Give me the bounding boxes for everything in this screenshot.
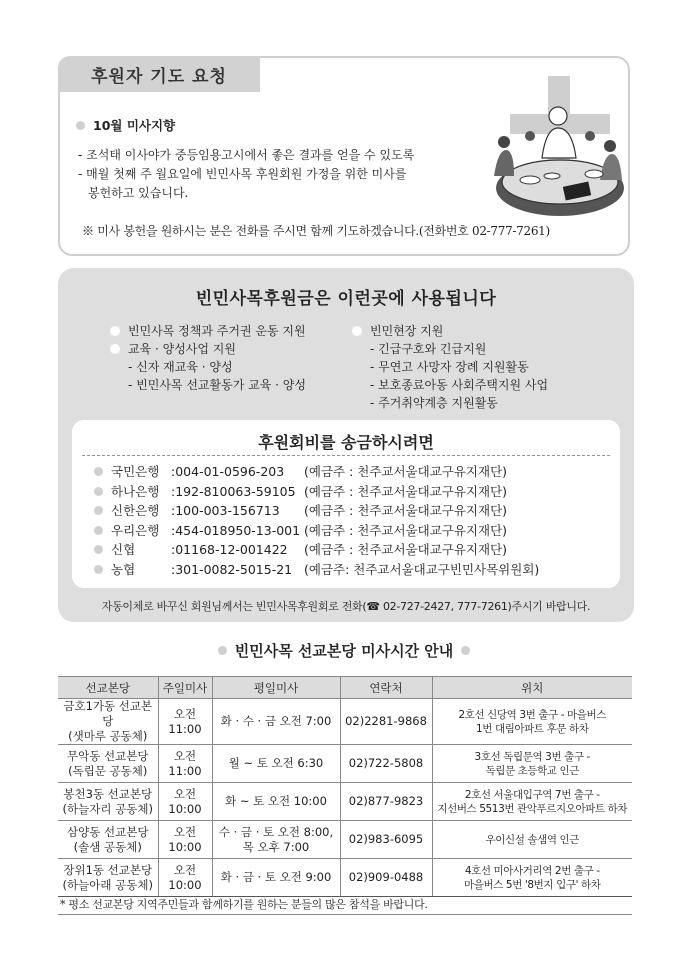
table-row <box>58 699 632 745</box>
cell-line: 월 ~ 토 오전 6:30 <box>228 756 324 770</box>
sunday-mass-cell <box>158 783 212 821</box>
mass-title: 빈민사목 선교본당 미사시간 안내 <box>0 640 688 661</box>
cell-line: (독립문 공동체) <box>68 763 148 778</box>
cell-line: 화 ~ 토 오전 10:00 <box>225 794 327 808</box>
prayer-title: 후원자 기도 요청 <box>58 56 260 92</box>
column-header: 선교본당 <box>58 677 158 699</box>
location-cell <box>432 859 632 897</box>
cell-line: 우이신설 솔샘역 인근 <box>485 833 580 846</box>
table-row <box>58 745 632 783</box>
prayer-lines <box>78 146 414 203</box>
weekday-mass-cell <box>212 699 340 745</box>
cell-line: 목 오후 7:00 <box>242 839 310 854</box>
weekday-mass-cell <box>212 783 340 821</box>
bank-list <box>94 462 539 579</box>
bullet-icon <box>94 526 103 535</box>
location-cell <box>432 699 632 745</box>
list-item: - 긴급구호와 긴급지원 <box>370 342 487 356</box>
cell-line: 10:00 <box>168 839 202 854</box>
column-header: 위치 <box>432 677 632 699</box>
sunday-mass-cell <box>158 699 212 745</box>
cell-line: 장위1동 선교본당 <box>63 862 153 877</box>
donate-box <box>72 420 620 588</box>
bullet-icon <box>110 326 120 336</box>
list-item: - 빈민사목 선교활동가 교육 · 양성 <box>128 378 306 392</box>
usage-footer: 자동이체로 바꾸신 회원님께서는 빈민사목후원회로 전화(☎ 02-727-2427, 777-7261)주시기 바랍니다. <box>101 600 591 613</box>
parish-cell <box>58 745 158 783</box>
phone-cell: 02)2281-9868 <box>340 699 432 745</box>
bank-row: 우리은행 :454-018950-13-001 (예금주 : 천주교서울대교구유지재단) <box>94 521 539 541</box>
cell-line: 10:00 <box>168 877 202 892</box>
sunday-mass-cell <box>158 821 212 859</box>
list-item: 빈민사목 정책과 주거권 운동 지원 <box>110 322 306 340</box>
cell-line: 11:00 <box>168 763 202 778</box>
prayer-request-box <box>58 56 630 256</box>
prayer-note: ※ 미사 봉헌을 원하시는 분은 전화를 주시면 함께 기도하겠습니다.(전화번호 02-777-7261) <box>82 224 550 238</box>
cell-line: 오전 <box>173 706 197 721</box>
parish-cell <box>58 859 158 897</box>
cell-line: 10:00 <box>168 801 202 816</box>
column-header: 주일미사 <box>158 677 212 699</box>
prayer-line: - 조석태 이사야가 중등임용고시에서 좋은 결과를 얻을 수 있도록 <box>78 148 415 162</box>
list-item: 교육 · 양성사업 지원 <box>110 340 306 358</box>
cell-line: 금호1가동 선교본당 <box>63 699 153 728</box>
cell-line: (하늘아래 공동체) <box>62 877 153 892</box>
weekday-mass-cell <box>212 821 340 859</box>
usage-box <box>58 268 634 622</box>
usage-left-list <box>110 322 306 394</box>
parish-cell <box>58 783 158 821</box>
cell-line: 화 · 수 · 금 오전 7:00 <box>220 714 332 728</box>
table-row <box>58 821 632 859</box>
mass-note: * 평소 선교본당 지역주민들과 함께하기를 원하는 분들의 많은 참석을 바랍니다. <box>60 898 428 911</box>
cell-line: 1번 대림아파트 후문 하차 <box>475 722 589 735</box>
bank-row: 농협 :301-0082-5015-21 (예금주: 천주교서울대교구빈민사목위원회) <box>94 560 539 580</box>
list-item: - 무연고 사망자 장례 지원활동 <box>370 360 529 374</box>
table-header-row <box>58 677 632 699</box>
sunday-mass-cell <box>158 745 212 783</box>
bank-row: 국민은행 :004-01-0596-203 (예금주 : 천주교서울대교구유지재단) <box>94 462 539 482</box>
prayer-line: - 매월 첫째 주 월요일에 빈민사목 후원회원 가정을 위한 미사를 <box>78 167 407 181</box>
cell-line: 화 · 금 · 토 오전 9:00 <box>220 870 332 884</box>
bullet-icon <box>94 487 103 496</box>
bullet-icon <box>352 326 362 336</box>
donate-title: 후원회비를 송금하시려면 <box>258 433 434 452</box>
phone-cell: 02)909-0488 <box>340 859 432 897</box>
list-item: - 보호종료아동 사회주택지원 사업 <box>370 378 549 392</box>
cell-line: 11:00 <box>168 721 202 736</box>
column-header: 연락처 <box>340 677 432 699</box>
list-item: - 신자 재교육 · 양성 <box>128 360 233 374</box>
bullet-icon <box>94 506 103 515</box>
parish-cell <box>58 821 158 859</box>
phone-cell: 02)983-6095 <box>340 821 432 859</box>
cell-line: 오전 <box>173 824 197 839</box>
cell-line: 봉천3동 선교본당 <box>63 786 153 801</box>
cell-line: 마을버스 5번 '8번지 입구' 하차 <box>464 878 601 891</box>
bullet-icon <box>110 344 120 354</box>
cell-line: (샛마루 공동체) <box>68 729 148 743</box>
parish-cell <box>58 699 158 745</box>
location-cell <box>432 821 632 859</box>
cell-line: 삼양동 선교본당 <box>67 824 149 839</box>
list-item: 빈민현장 지원 <box>352 322 548 340</box>
cell-line: 오전 <box>173 862 197 877</box>
usage-right-list <box>352 322 548 412</box>
mass-schedule-table <box>58 676 632 897</box>
bullet-icon <box>94 565 103 574</box>
last-supper-illustration <box>490 76 628 226</box>
divider <box>82 455 610 456</box>
bullet-icon <box>76 121 85 130</box>
cell-line: 3호선 독립문역 3번 출구 - <box>474 750 590 763</box>
bank-row: 신협 :01168-12-001422 (예금주 : 천주교서울대교구유지재단) <box>94 540 539 560</box>
cell-line: (하늘자리 공동체) <box>62 801 153 816</box>
bullet-icon <box>218 646 227 655</box>
weekday-mass-cell <box>212 859 340 897</box>
weekday-mass-cell <box>212 745 340 783</box>
location-cell <box>432 783 632 821</box>
sunday-mass-cell <box>158 859 212 897</box>
cell-line: 오전 <box>173 786 197 801</box>
bullet-icon <box>94 545 103 554</box>
bank-row: 하나은행 :192-810063-59105 (예금주 : 천주교서울대교구유지재단) <box>94 482 539 502</box>
bank-row: 신한은행 :100-003-156713 (예금주 : 천주교서울대교구유지재단) <box>94 501 539 521</box>
cell-line: 독립문 초등학교 인근 <box>485 764 580 777</box>
cell-line: 4호선 미아사거리역 2번 출구 - <box>464 864 600 877</box>
phone-cell: 02)722-5808 <box>340 745 432 783</box>
prayer-line: 봉헌하고 있습니다. <box>88 186 189 200</box>
table-row <box>58 859 632 897</box>
cell-line: 수 · 금 · 토 오전 8:00, <box>218 824 334 839</box>
cell-line: (솔샘 공동체) <box>73 839 142 854</box>
location-cell <box>432 745 632 783</box>
divider <box>58 914 632 915</box>
cell-line: 2호선 신당역 3번 출구 - 마을버스 <box>458 708 607 721</box>
cell-line: 무악동 선교본당 <box>67 748 149 763</box>
phone-cell: 02)877-9823 <box>340 783 432 821</box>
table-row <box>58 783 632 821</box>
prayer-subtitle: 10월 미사지향 <box>76 116 175 134</box>
cell-line: 지선버스 5513번 관악푸르지오아파트 하차 <box>437 802 628 815</box>
cell-line: 오전 <box>173 748 197 763</box>
cell-line: 2호선 서울대입구역 7번 출구 - <box>464 788 600 801</box>
list-item: - 주거취약계층 지원활동 <box>370 396 498 410</box>
usage-title: 빈민사목후원금은 이런곳에 사용됩니다 <box>195 289 497 309</box>
bullet-icon <box>94 467 103 476</box>
column-header: 평일미사 <box>212 677 340 699</box>
bullet-icon <box>461 646 470 655</box>
